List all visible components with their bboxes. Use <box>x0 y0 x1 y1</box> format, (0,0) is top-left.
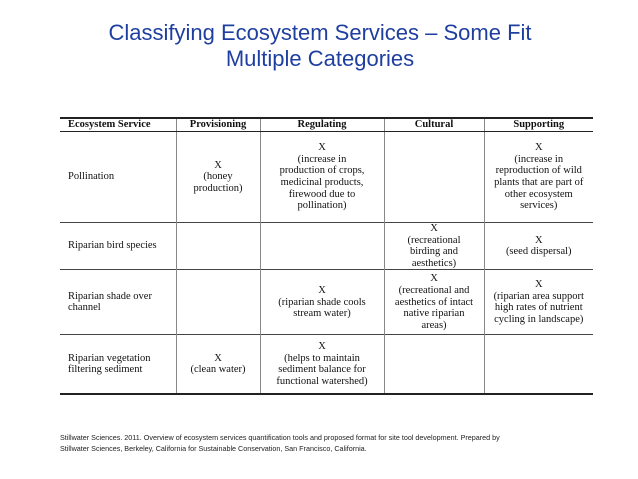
cell-line: X <box>214 159 222 171</box>
cell-supporting <box>484 223 593 270</box>
table-row <box>60 132 593 223</box>
table-row <box>60 270 593 335</box>
cell-line: (clean water) <box>190 364 246 376</box>
header-ecosystem-service: Ecosystem Service <box>60 119 176 132</box>
ecosystem-services-table <box>60 117 593 395</box>
slide-title-line2: Multiple Categories <box>225 46 415 71</box>
cell-line: other ecosystem <box>504 188 573 200</box>
table-header-row <box>60 119 593 132</box>
cell-line: production) <box>193 182 243 194</box>
cell-provisioning <box>176 223 260 270</box>
cell-line: pollination) <box>297 200 347 212</box>
cell-line: medicinal products, <box>280 177 364 188</box>
cell-line: X <box>430 223 438 234</box>
header-regulating: Regulating <box>260 119 384 132</box>
cell-line: birding and <box>409 246 459 258</box>
cell-line: stream water) <box>293 308 351 320</box>
row-service-riparian-bird-species: Riparian bird species <box>60 223 176 270</box>
citation-caption <box>60 433 620 454</box>
cell-line: (increase in <box>514 153 564 165</box>
cell-cultural <box>384 132 484 223</box>
slide-title-line1: Classifying Ecosystem Services – Some Fit <box>108 20 532 45</box>
cell-line: X <box>318 142 326 154</box>
cell-line: filtering sediment <box>68 364 143 376</box>
cell-cultural <box>384 335 484 394</box>
cell-line: (riparian area support <box>493 290 584 302</box>
row-service-pollination: Pollination <box>60 132 176 223</box>
cell-line: (honey <box>203 171 233 183</box>
cell-line: X <box>214 352 222 364</box>
cell-line: (recreational and <box>398 284 470 296</box>
cell-line: aesthetics) <box>411 257 457 269</box>
cell-line: areas) <box>421 319 447 331</box>
cell-line: channel <box>68 302 101 314</box>
cell-line: X <box>318 341 326 353</box>
cell-line: X <box>534 279 543 291</box>
citation-line1: Stillwater Sciences. 2011. Overview of ecosystem services quantification tools and proposed format for site tool development. Prepared by <box>60 433 500 442</box>
cell-line: Riparian shade over <box>68 290 152 302</box>
cell-cultural <box>384 270 484 335</box>
cell-line: X <box>430 273 438 285</box>
cell-line: services) <box>520 200 558 212</box>
cell-line: reproduction of wild <box>495 165 582 177</box>
cell-supporting <box>484 132 593 223</box>
header-cultural: Cultural <box>384 119 484 132</box>
cell-line: functional watershed) <box>276 375 368 387</box>
cell-line: (seed dispersal) <box>505 246 572 258</box>
cell-provisioning <box>176 132 260 223</box>
cell-line: X <box>534 234 543 246</box>
cell-provisioning <box>176 335 260 394</box>
header-supporting: Supporting <box>484 119 593 132</box>
cell-line: high rates of nutrient <box>494 302 583 314</box>
cell-regulating <box>260 223 384 270</box>
cell-supporting <box>484 270 593 335</box>
cell-line: native riparian <box>403 308 465 320</box>
cell-line: (increase in <box>297 153 347 165</box>
cell-regulating <box>260 132 384 223</box>
cell-line: aesthetics of intact <box>394 296 474 308</box>
cell-line: X <box>318 284 326 296</box>
header-provisioning: Provisioning <box>176 119 260 132</box>
cell-supporting <box>484 335 593 394</box>
cell-line: plants that are part of <box>494 177 584 188</box>
cell-line: (helps to maintain <box>284 352 360 364</box>
cell-regulating <box>260 270 384 335</box>
cell-cultural <box>384 223 484 270</box>
cell-regulating <box>260 335 384 394</box>
cell-line: firewood due to <box>288 188 356 200</box>
table-row <box>60 223 593 270</box>
cell-line: sediment balance for <box>278 364 366 376</box>
cell-line: (recreational <box>407 234 461 246</box>
row-service-riparian-vegetation <box>60 335 176 394</box>
cell-line: X <box>534 142 543 154</box>
cell-line: Riparian vegetation <box>68 352 151 364</box>
cell-provisioning <box>176 270 260 335</box>
table-row <box>60 335 593 394</box>
citation-line2: Stillwater Sciences, Berkeley, California for Sustainable Conservation, San Francisco, California. <box>60 443 367 453</box>
slide-title <box>60 20 580 72</box>
row-service-riparian-shade <box>60 270 176 335</box>
cell-line: cycling in landscape) <box>494 313 584 325</box>
cell-line: production of crops, <box>279 165 365 177</box>
cell-line: (riparian shade cools <box>278 296 366 308</box>
